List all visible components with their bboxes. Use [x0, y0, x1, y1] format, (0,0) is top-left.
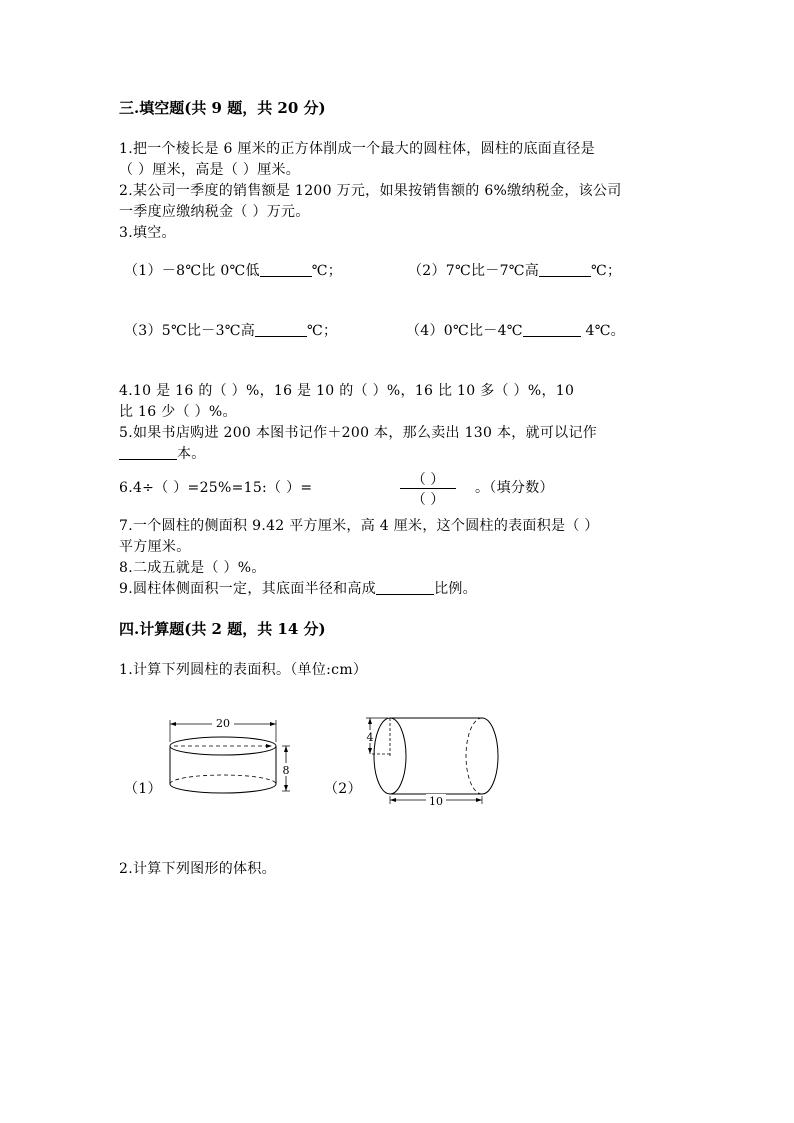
question-7-line-2: 平方厘米。 — [119, 539, 191, 555]
cylinder-figure-1 — [160, 712, 300, 802]
question-1-line-1: 1.把一个棱长是 6 厘米的正方体削成一个最大的圆柱体，圆柱的底面直径是 — [119, 141, 595, 157]
question-3-4-text: （4）0℃比－4℃ — [406, 323, 523, 339]
question-3-3-text: （3）5℃比－3℃高 — [124, 323, 256, 339]
question-7-line-1: 7.一个圆柱的侧面积 9.42 平方厘米，高 4 厘米，这个圆柱的表面积是（ ） — [119, 518, 599, 534]
arrowhead — [284, 746, 288, 752]
question-3-3 — [124, 320, 337, 340]
answer-blank[interactable] — [539, 262, 591, 277]
answer-blank[interactable] — [260, 262, 312, 277]
question-3-1-text: （1）－8℃比 0℃低 — [124, 263, 260, 279]
arrowhead — [368, 748, 372, 754]
figure-1-label: （1） — [124, 781, 162, 797]
question-1-line-2: （ ）厘米，高是（ ）厘米。 — [119, 162, 301, 178]
question-3-4-unit: 4℃。 — [580, 323, 625, 339]
answer-blank[interactable] — [255, 322, 307, 337]
diameter-label: 20 — [216, 717, 230, 730]
question-4-line-2: 比 16 少（ ）%。 — [119, 404, 237, 420]
question-6: 6.4÷（ ）=25%=15:（ ）= — [119, 480, 313, 496]
question-3-2-unit: ℃； — [591, 263, 622, 279]
question-3-2-text: （2）7℃比－7℃高 — [408, 263, 540, 279]
figure-2-label: （2） — [324, 781, 362, 797]
bottom-ellipse-front — [170, 784, 276, 793]
cylinder-figure-2 — [360, 712, 510, 812]
question-2-line-1: 2.某公司一季度的销售额是 1200 万元，如果按销售额的 6%缴纳税金，该公司 — [119, 183, 622, 199]
arrowhead — [476, 798, 482, 802]
question-3-2 — [408, 260, 621, 280]
answer-blank[interactable] — [376, 580, 434, 595]
question-5-line-2 — [119, 443, 206, 463]
height-label: 8 — [282, 764, 290, 777]
answer-blank[interactable] — [119, 445, 177, 460]
arrowhead — [390, 798, 396, 802]
question-5-unit: 本。 — [177, 446, 206, 462]
question-9-end: 比例。 — [434, 581, 477, 597]
question-3-3-unit: ℃； — [307, 323, 338, 339]
section-4-title: 四.计算题(共 2 题，共 14 分) — [119, 620, 326, 638]
question-3-1-unit: ℃； — [311, 263, 343, 279]
calc-question-1: 1.计算下列圆柱的表面积。（单位:cm） — [119, 662, 368, 678]
section-3-title: 三.填空题(共 9 题，共 20 分) — [119, 99, 326, 117]
question-8: 8.二成五就是（ ）%。 — [119, 560, 266, 576]
calc-question-2: 2.计算下列图形的体积。 — [119, 861, 276, 877]
question-2-line-2: 一季度应缴纳税金（ ）万元。 — [119, 204, 310, 220]
question-3-title: 3.填空。 — [119, 225, 176, 241]
bottom-ellipse-back — [170, 775, 276, 784]
arrowhead — [368, 718, 372, 724]
question-9 — [119, 578, 477, 598]
fraction-denominator[interactable]: （ ） — [411, 492, 445, 508]
answer-blank[interactable] — [523, 322, 581, 337]
right-ellipse-back — [466, 718, 482, 794]
right-ellipse-front — [482, 718, 498, 794]
question-6-note: 。（填分数） — [475, 480, 554, 496]
arrowhead — [170, 722, 176, 726]
question-3-4 — [406, 320, 625, 340]
question-3-1 — [124, 260, 342, 280]
question-9-text: 9.圆柱体侧面积一定，其底面半径和高成 — [119, 581, 377, 597]
arrowhead — [284, 785, 288, 791]
radius-label: 4 — [366, 731, 374, 744]
question-5-line-1: 5.如果书店购进 200 本图书记作＋200 本，那么卖出 130 本，就可以记作 — [119, 425, 598, 441]
length-label: 10 — [429, 795, 443, 808]
fraction-numerator[interactable]: （ ） — [411, 472, 445, 488]
arrowhead — [266, 744, 272, 748]
question-4-line-1: 4.10 是 16 的（ ）%，16 是 10 的（ ）%，16 比 10 多（ ）%，10 — [119, 383, 575, 399]
arrowhead — [270, 722, 276, 726]
